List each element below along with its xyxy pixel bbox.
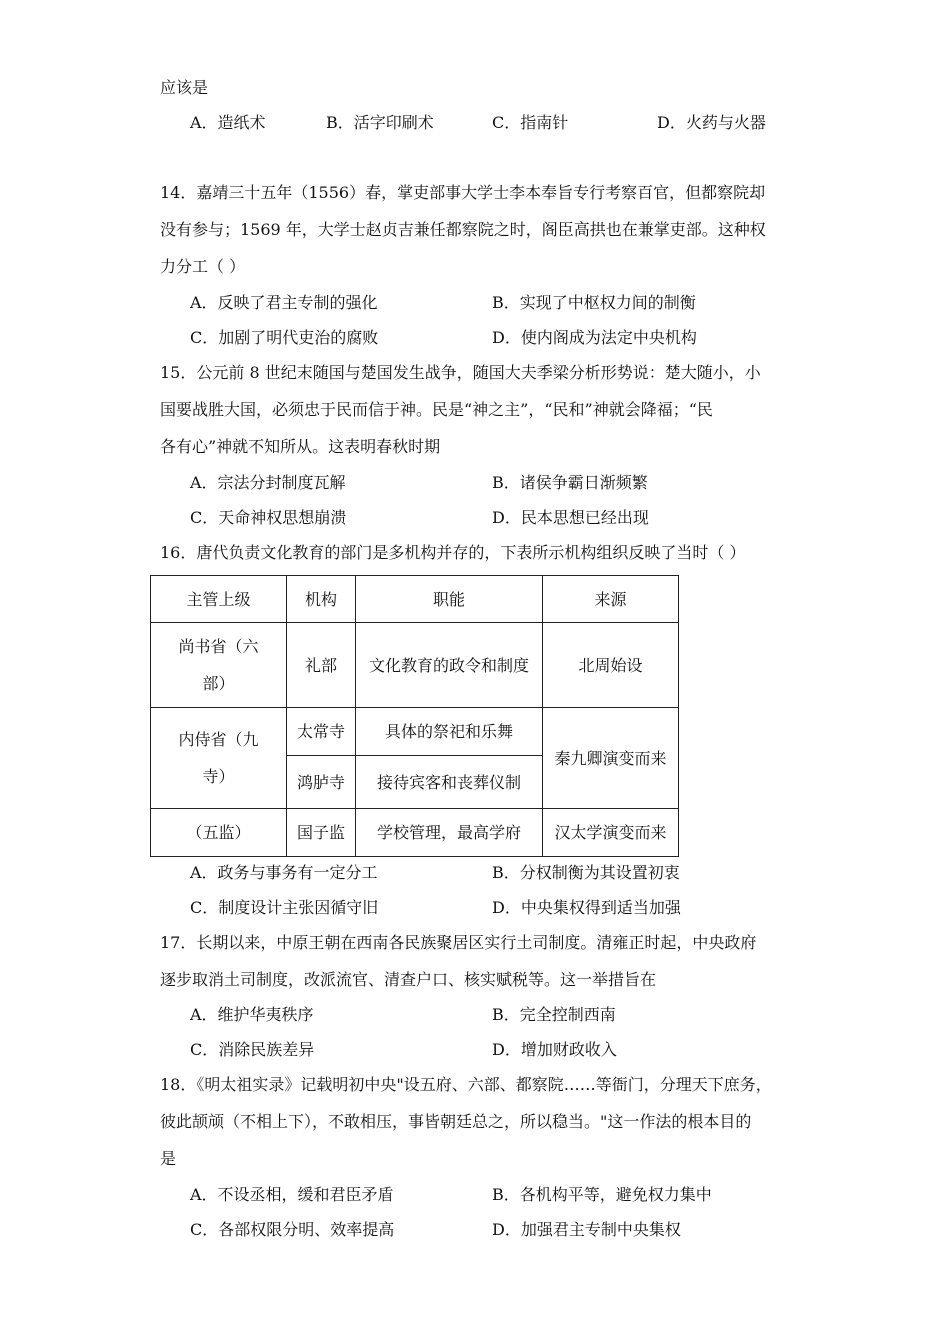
q17-stem-line-2: 逐步取消土司制度，改派流官、清查户口、核实赋税等。这一举措旨在 — [160, 970, 657, 989]
q18-option-c: C．各部权限分明、效率提高 — [190, 1220, 395, 1239]
q13-option-c: C．指南针 — [492, 113, 569, 132]
q16-option-c: C．制度设计主张因循守旧 — [190, 898, 379, 917]
table-cell: 礼部 — [287, 623, 356, 708]
table-cell: （五监） — [151, 809, 287, 857]
q18-stem-line-3: 是 — [160, 1149, 177, 1168]
q14-option-a: A．反映了君主专制的强化 — [190, 293, 378, 312]
table-cell: 太常寺 — [287, 708, 356, 756]
q18-option-b: B．各机构平等，避免权力集中 — [492, 1185, 712, 1204]
q14-option-d: D．使内阁成为法定中央机构 — [492, 328, 697, 347]
q17-option-a: A．维护华夷秩序 — [190, 1005, 314, 1024]
table-cell: 文化教育的政令和制度 — [356, 623, 543, 708]
table-row — [151, 708, 679, 756]
q15-option-c: C．天命神权思想崩溃 — [190, 508, 347, 527]
q14-stem-line-1: 14．嘉靖三十五年（1556）春，掌吏部事大学士李本奉旨专行考察百官，但都察院却 — [160, 183, 766, 202]
q15-option-d: D．民本思想已经出现 — [492, 508, 649, 527]
table-cell: 北周始设 — [543, 623, 679, 708]
q16-option-b: B．分权制衡为其设置初衷 — [492, 863, 680, 882]
q14-stem-line-2: 没有参与；1569 年，大学士赵贞吉兼任都察院之时，阁臣高拱也在兼掌吏部。这种权 — [160, 220, 766, 239]
q15-stem-line-1: 15．公元前 8 世纪末随国与楚国发生战争，随国大夫季梁分析形势说：楚大随小，小 — [160, 363, 761, 382]
table-header-cell: 主管上级 — [151, 576, 287, 623]
q18-stem-line-2: 彼此颉颃（不相上下），不敢相压，事皆朝廷总之，所以稳当。"这一作法的根本目的 — [160, 1112, 752, 1131]
q14-stem-line-3: 力分工（ ） — [160, 257, 246, 276]
table-row — [151, 623, 679, 708]
table-header-cell: 职能 — [356, 576, 543, 623]
q13-option-b: B．活字印刷术 — [326, 113, 434, 132]
table-cell: 具体的祭祀和乐舞 — [356, 708, 543, 756]
q15-option-a: A．宗法分封制度瓦解 — [190, 473, 346, 492]
q15-stem-line-2: 国要战胜大国，必须忠于民而信于神。民是“神之主”，“民和”神就会降福；“民 — [160, 400, 713, 419]
q15-stem-line-3: 各有心”神就不知所从。这表明春秋时期 — [160, 437, 441, 456]
table-cell: 国子监 — [287, 809, 356, 857]
table-row — [151, 809, 679, 857]
q17-stem-line-1: 17．长期以来，中原王朝在西南各民族聚居区实行土司制度。清雍正时起，中央政府 — [160, 933, 757, 952]
table-cell-line: 寺） — [202, 767, 235, 786]
table-cell: 秦九卿演变而来 — [543, 708, 679, 809]
q13-stem-tail: 应该是 — [160, 78, 209, 97]
table-cell-line: 内侍省（九 — [178, 730, 259, 749]
table-cell: 鸿胪寺 — [287, 756, 356, 809]
q17-option-c: C．消除民族差异 — [190, 1040, 315, 1059]
q16-table — [150, 575, 679, 857]
table-header-row — [151, 576, 679, 623]
table-cell: 学校管理，最高学府 — [356, 809, 543, 857]
q13-option-a: A．造纸术 — [190, 113, 266, 132]
q18-option-d: D．加强君主专制中央集权 — [492, 1220, 681, 1239]
table-cell — [151, 708, 287, 809]
table-cell-line: 部） — [202, 674, 235, 693]
q14-option-b: B．实现了中枢权力间的制衡 — [492, 293, 696, 312]
table-cell: 接待宾客和丧葬仪制 — [356, 756, 543, 809]
q13-option-d: D．火药与火器 — [657, 113, 766, 132]
q18-option-a: A．不设丞相，缓和君臣矛盾 — [190, 1185, 394, 1204]
q16-option-a: A．政务与事务有一定分工 — [190, 863, 378, 882]
table-cell: 汉太学演变而来 — [543, 809, 679, 857]
q18-stem-line-1: 18．《明太祖实录》记载明初中央"设五府、六部、都察院……等衙门，分理天下庶务， — [160, 1075, 772, 1094]
q16-stem-line-1: 16．唐代负责文化教育的部门是多机构并存的，下表所示机构组织反映了当时（ ） — [160, 543, 746, 562]
table-header-cell: 机构 — [287, 576, 356, 623]
q17-option-b: B．完全控制西南 — [492, 1005, 616, 1024]
table-header-cell: 来源 — [543, 576, 679, 623]
table-cell — [151, 623, 287, 708]
table-cell-line: 尚书省（六 — [178, 637, 259, 656]
q14-option-c: C．加剧了明代吏治的腐败 — [190, 328, 379, 347]
q17-option-d: D．增加财政收入 — [492, 1040, 617, 1059]
q15-option-b: B．诸侯争霸日渐频繁 — [492, 473, 648, 492]
q16-option-d: D．中央集权得到适当加强 — [492, 898, 681, 917]
